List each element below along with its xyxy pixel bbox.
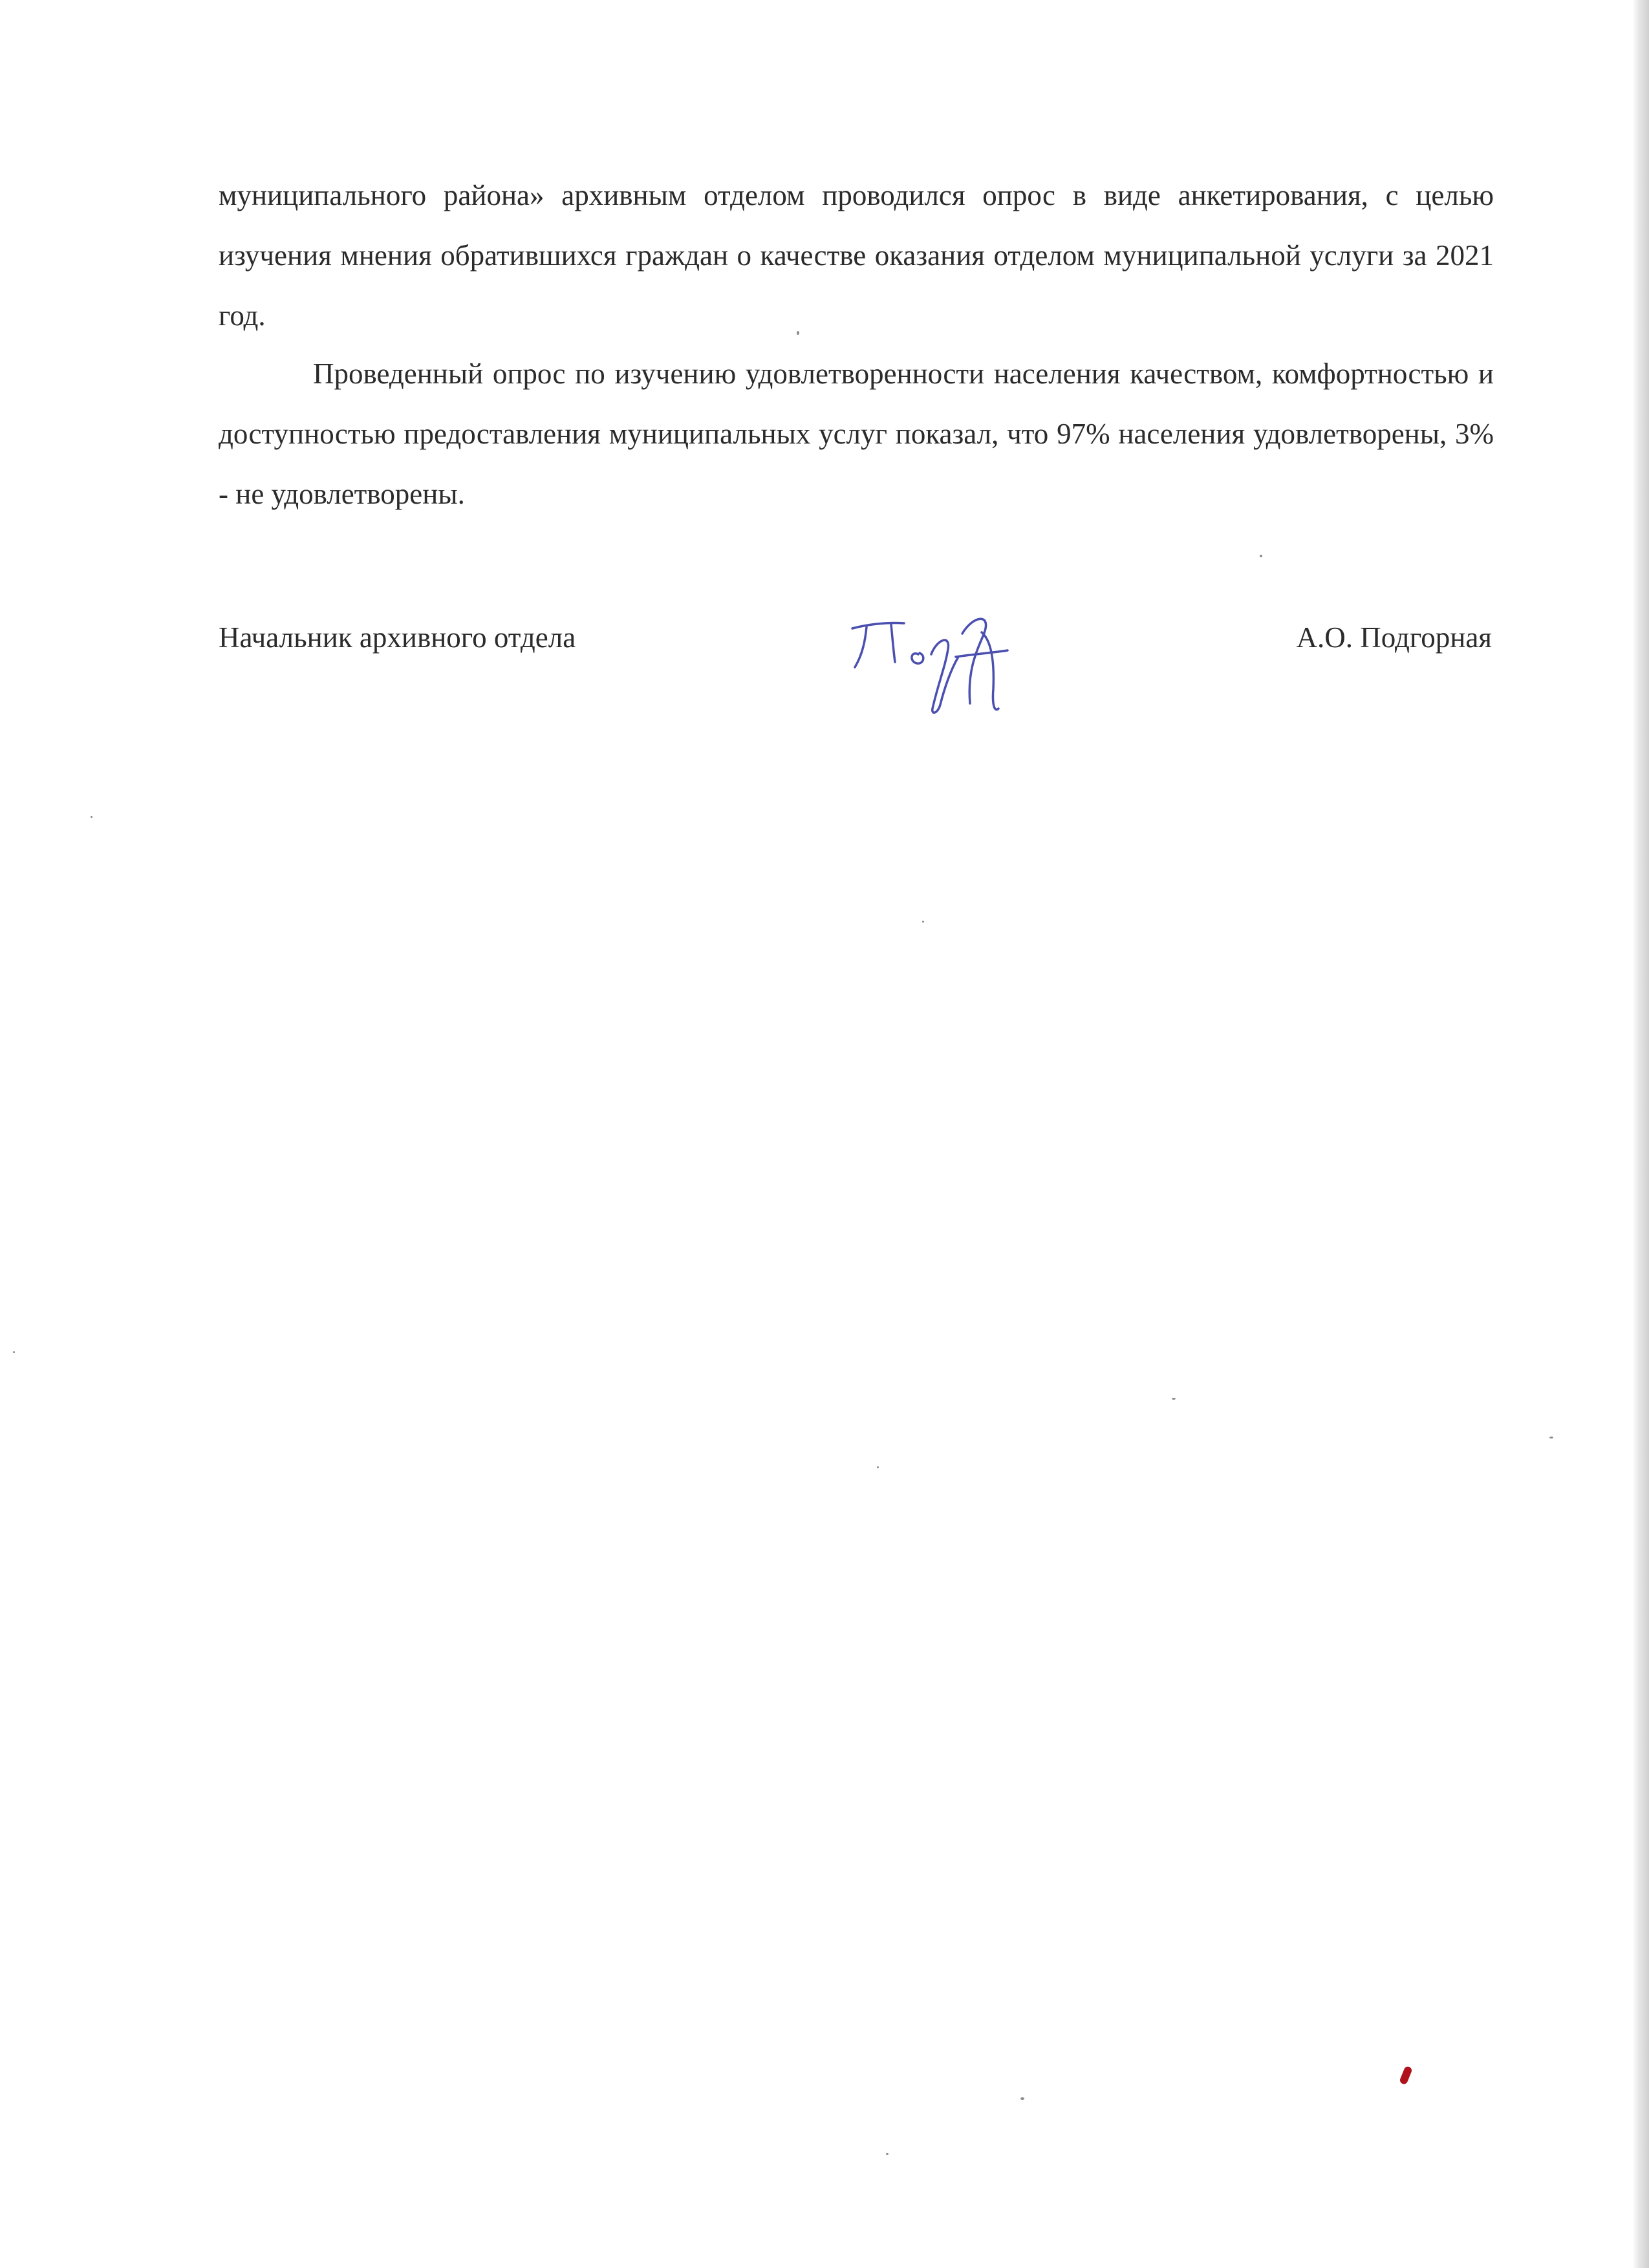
scan-speck: [91, 816, 92, 818]
scan-speck: [1549, 1437, 1553, 1439]
scan-speck: [886, 2153, 889, 2155]
scan-speck: [1172, 1398, 1176, 1400]
scan-speck: [1020, 2097, 1024, 2100]
red-ink-mark: [1399, 2066, 1413, 2085]
page-edge-shadow: [1632, 0, 1649, 2268]
scan-speck: [922, 921, 924, 923]
signer-position: Начальник архивного отдела: [219, 621, 576, 654]
handwritten-signature: [841, 595, 1022, 724]
scan-speck: [797, 331, 799, 335]
signer-name: А.О. Подгорная: [1296, 621, 1492, 654]
body-paragraph-1: муниципального района» архивным отделом проводился опрос в виде анкетирования, с целью изучения мнения обратившихся граждан о качестве оказания отделом муниципальной услуги за 2021 год.: [219, 179, 1494, 332]
body-paragraph-2: Проведенный опрос по изучению удовлетворенности населения качеством, комфортностью и доступностью предоставления муниципальных услуг показал, что 97% населения удовлетворены, 3% - не удовлетворены.: [219, 358, 1494, 510]
scan-speck: [13, 1351, 15, 1353]
scan-speck: [1260, 555, 1262, 557]
scan-speck: [877, 1466, 879, 1468]
